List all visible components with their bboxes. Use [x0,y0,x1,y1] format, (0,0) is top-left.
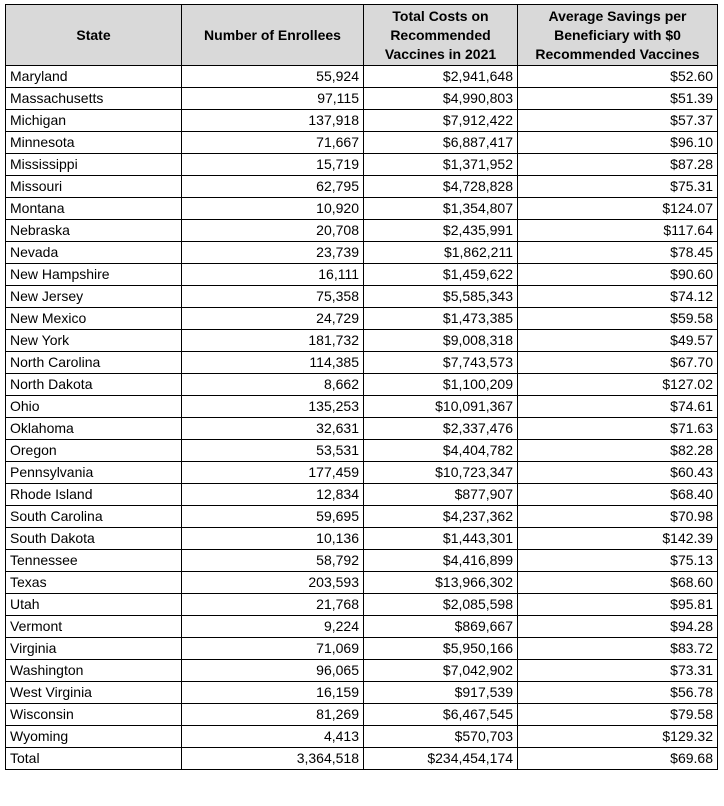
enrollees-cell: 58,792 [182,550,364,572]
average-savings-cell: $74.12 [518,286,718,308]
enrollees-cell: 53,531 [182,440,364,462]
total-costs-cell: $13,966,302 [364,572,518,594]
state-cell: Mississippi [6,154,182,176]
state-cell: New York [6,330,182,352]
table-row [6,396,718,418]
enrollees-cell: 181,732 [182,330,364,352]
total-costs-cell: $7,743,573 [364,352,518,374]
table-container [5,4,724,770]
table-row [6,594,718,616]
state-cell: Oklahoma [6,418,182,440]
state-cell: Washington [6,660,182,682]
total-costs-cell: $6,467,545 [364,704,518,726]
total-costs-cell: $4,404,782 [364,440,518,462]
average-savings-cell: $78.45 [518,242,718,264]
total-costs-cell: $2,941,648 [364,66,518,88]
total-costs-cell: $1,459,622 [364,264,518,286]
table-row [6,308,718,330]
enrollees-cell: 32,631 [182,418,364,440]
average-savings-cell: $68.40 [518,484,718,506]
average-savings-cell: $71.63 [518,418,718,440]
header-average-savings: Average Savings per Beneficiary with $0 Recommended Vaccines [518,5,718,66]
table-row [6,462,718,484]
enrollees-cell: 8,662 [182,374,364,396]
header-row [6,5,718,66]
state-cell: Nebraska [6,220,182,242]
average-savings-cell: $51.39 [518,88,718,110]
enrollees-cell: 20,708 [182,220,364,242]
enrollees-cell: 16,159 [182,682,364,704]
table-row [6,418,718,440]
average-savings-cell: $49.57 [518,330,718,352]
total-costs-cell: $4,416,899 [364,550,518,572]
state-cell: South Dakota [6,528,182,550]
state-cell: Wyoming [6,726,182,748]
enrollees-cell: 137,918 [182,110,364,132]
table-row [6,726,718,748]
average-savings-cell: $59.58 [518,308,718,330]
enrollees-cell: 135,253 [182,396,364,418]
table-row [6,704,718,726]
table-row [6,374,718,396]
table-row [6,682,718,704]
table-row [6,110,718,132]
state-cell: Nevada [6,242,182,264]
total-costs-cell: $1,371,952 [364,154,518,176]
total-costs-cell: $4,237,362 [364,506,518,528]
average-savings-cell: $60.43 [518,462,718,484]
state-cell: Ohio [6,396,182,418]
enrollees-cell: 177,459 [182,462,364,484]
enrollees-cell: 23,739 [182,242,364,264]
state-cell: Utah [6,594,182,616]
enrollees-cell: 55,924 [182,66,364,88]
table-body [6,66,718,770]
average-savings-cell: $95.81 [518,594,718,616]
state-cell: Minnesota [6,132,182,154]
total-costs-cell: $869,667 [364,616,518,638]
average-savings-cell: $67.70 [518,352,718,374]
total-costs-cell: $5,950,166 [364,638,518,660]
average-savings-cell: $129.32 [518,726,718,748]
total-costs-cell: $5,585,343 [364,286,518,308]
table-row [6,242,718,264]
total-costs-cell: $2,085,598 [364,594,518,616]
enrollees-cell: 15,719 [182,154,364,176]
total-costs-cell: $917,539 [364,682,518,704]
state-cell: Tennessee [6,550,182,572]
enrollees-cell: 96,065 [182,660,364,682]
table-row [6,352,718,374]
table-row [6,88,718,110]
header-total-costs: Total Costs on Recommended Vaccines in 2021 [364,5,518,66]
average-savings-cell: $79.58 [518,704,718,726]
enrollees-cell: 4,413 [182,726,364,748]
enrollees-cell: 62,795 [182,176,364,198]
header-state: State [6,5,182,66]
average-savings-cell: $90.60 [518,264,718,286]
state-cell: New Mexico [6,308,182,330]
table-row [6,286,718,308]
total-costs-cell: $1,473,385 [364,308,518,330]
average-savings-cell: $56.78 [518,682,718,704]
total-costs-cell: $1,443,301 [364,528,518,550]
average-savings-cell: $69.68 [518,748,718,770]
state-cell: South Carolina [6,506,182,528]
average-savings-cell: $117.64 [518,220,718,242]
enrollees-cell: 75,358 [182,286,364,308]
state-cell: Texas [6,572,182,594]
enrollees-cell: 97,115 [182,88,364,110]
enrollees-cell: 71,667 [182,132,364,154]
total-costs-cell: $6,887,417 [364,132,518,154]
state-cell: Massachusetts [6,88,182,110]
state-cell: Oregon [6,440,182,462]
total-costs-cell: $9,008,318 [364,330,518,352]
average-savings-cell: $75.13 [518,550,718,572]
enrollees-cell: 24,729 [182,308,364,330]
average-savings-cell: $124.07 [518,198,718,220]
average-savings-cell: $74.61 [518,396,718,418]
total-costs-cell: $234,454,174 [364,748,518,770]
table-row [6,66,718,88]
total-costs-cell: $2,337,476 [364,418,518,440]
average-savings-cell: $82.28 [518,440,718,462]
total-costs-cell: $1,354,807 [364,198,518,220]
average-savings-cell: $70.98 [518,506,718,528]
state-cell: New Jersey [6,286,182,308]
table-row [6,176,718,198]
table-row [6,154,718,176]
enrollees-cell: 12,834 [182,484,364,506]
enrollees-cell: 21,768 [182,594,364,616]
state-cell: North Carolina [6,352,182,374]
table-row [6,198,718,220]
state-cell: Missouri [6,176,182,198]
average-savings-cell: $52.60 [518,66,718,88]
average-savings-cell: $142.39 [518,528,718,550]
table-row [6,132,718,154]
average-savings-cell: $83.72 [518,638,718,660]
table-row [6,330,718,352]
header-enrollees: Number of Enrollees [182,5,364,66]
total-costs-cell: $1,100,209 [364,374,518,396]
total-costs-cell: $2,435,991 [364,220,518,242]
state-cell: Virginia [6,638,182,660]
total-costs-cell: $7,912,422 [364,110,518,132]
state-cell: Total [6,748,182,770]
table-row [6,220,718,242]
state-cell: New Hampshire [6,264,182,286]
enrollees-cell: 10,920 [182,198,364,220]
total-costs-cell: $10,723,347 [364,462,518,484]
state-cell: Rhode Island [6,484,182,506]
enrollees-cell: 3,364,518 [182,748,364,770]
state-cell: Maryland [6,66,182,88]
enrollees-cell: 10,136 [182,528,364,550]
table-row [6,748,718,770]
table-row [6,638,718,660]
average-savings-cell: $68.60 [518,572,718,594]
average-savings-cell: $57.37 [518,110,718,132]
average-savings-cell: $73.31 [518,660,718,682]
table-row [6,484,718,506]
enrollees-cell: 203,593 [182,572,364,594]
state-cell: North Dakota [6,374,182,396]
state-cell: Michigan [6,110,182,132]
table-row [6,264,718,286]
table-row [6,660,718,682]
table-row [6,550,718,572]
total-costs-cell: $4,990,803 [364,88,518,110]
enrollees-cell: 114,385 [182,352,364,374]
enrollees-cell: 9,224 [182,616,364,638]
state-cell: Vermont [6,616,182,638]
total-costs-cell: $4,728,828 [364,176,518,198]
enrollees-cell: 71,069 [182,638,364,660]
state-cell: Montana [6,198,182,220]
total-costs-cell: $7,042,902 [364,660,518,682]
enrollees-cell: 59,695 [182,506,364,528]
table-row [6,440,718,462]
table-row [6,528,718,550]
total-costs-cell: $1,862,211 [364,242,518,264]
average-savings-cell: $94.28 [518,616,718,638]
average-savings-cell: $87.28 [518,154,718,176]
vaccine-savings-table [5,4,718,770]
total-costs-cell: $570,703 [364,726,518,748]
state-cell: West Virginia [6,682,182,704]
table-row [6,572,718,594]
enrollees-cell: 81,269 [182,704,364,726]
enrollees-cell: 16,111 [182,264,364,286]
table-row [6,616,718,638]
state-cell: Pennsylvania [6,462,182,484]
average-savings-cell: $96.10 [518,132,718,154]
average-savings-cell: $127.02 [518,374,718,396]
average-savings-cell: $75.31 [518,176,718,198]
table-row [6,506,718,528]
total-costs-cell: $10,091,367 [364,396,518,418]
state-cell: Wisconsin [6,704,182,726]
total-costs-cell: $877,907 [364,484,518,506]
